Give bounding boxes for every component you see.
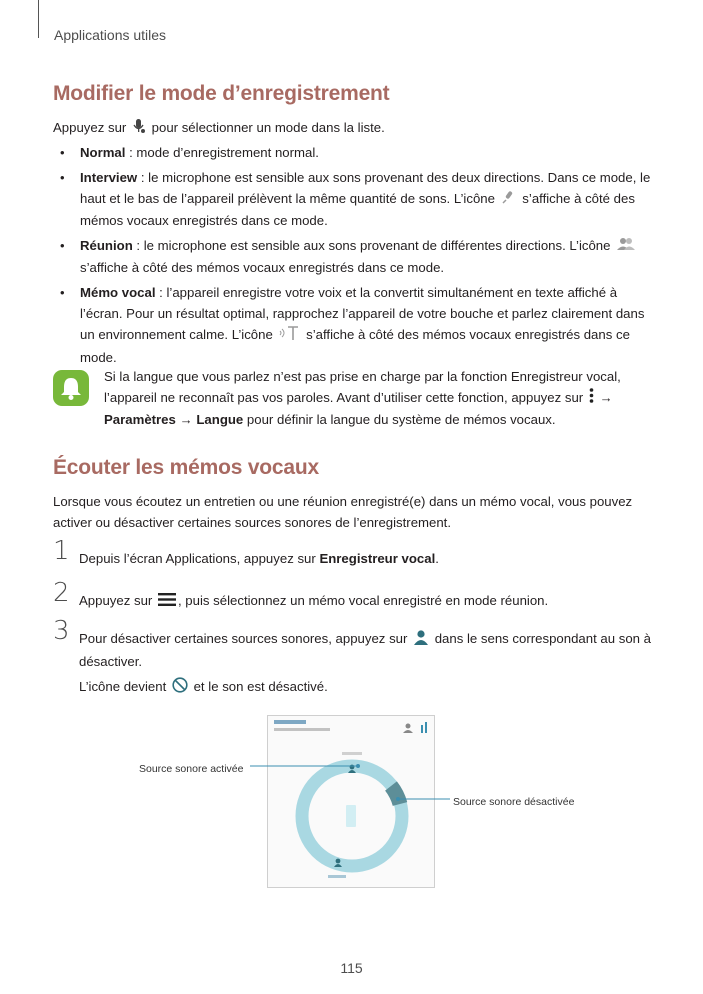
section-header: Applications utiles xyxy=(54,27,167,43)
intro-paragraph: Appuyez sur pour sélectionner un mode dans la liste. xyxy=(53,117,653,140)
interview-mic-icon xyxy=(501,189,517,210)
callout-line-active xyxy=(250,760,365,772)
meeting-people-icon xyxy=(616,236,636,257)
icon-change-text: L’icône devient et le son est désactivé. xyxy=(79,676,639,699)
device-placeholder xyxy=(346,805,356,827)
list-menu-icon xyxy=(158,591,176,612)
header-people-icon xyxy=(403,724,413,734)
note-text: Si la langue que vous parlez n’est pas prise en charge par la fonction Enregistreur vocal, l’appareil ne reconnaît pas vos paroles. Avant d’utiliser cette fonction, appuyez sur → Paramètres → Langue pour définir la langue du système de mémos vocaux. xyxy=(104,369,621,428)
callout-active-source: Source sonore activée xyxy=(139,763,244,775)
memo-title-placeholder xyxy=(274,720,306,724)
listen-intro: Lorsque vous écoutez un entretien ou une réunion enregistré(e) dans un mémo vocal, vous pouvez activer ou désactiver certaines sources sonores de l’enregistrement. xyxy=(53,494,633,530)
speech-to-text-icon xyxy=(278,325,300,347)
list-item-meeting: • Réunion : le microphone est sensible aux sons provenant de différentes directions. L’icône s’affiche à côté des mémos vocaux enregistrés dans ce mode. xyxy=(53,235,653,278)
mic-mode-icon xyxy=(132,118,146,140)
header-stats-icon xyxy=(421,722,427,733)
memo-subtitle-placeholder xyxy=(274,728,330,731)
callout-line-inactive xyxy=(392,793,452,805)
section-title-listen-memos: Écouter les mémos vocaux xyxy=(53,456,319,479)
list-item-normal: • Normal : mode d’enregistrement normal. xyxy=(60,145,319,160)
list-item-voice-memo: • Mémo vocal : l’appareil enregistre votre voix et la convertit simultanément en texte affiché à l’écran. Pour un résultat optimal, rapprochez l’appareil de votre bouche et parlez clairement dans un environnement calme. L’icône s’affiche à côté des mémos vocaux enregistrés dans ce mode. xyxy=(60,285,645,365)
callout-inactive-source: Source sonore désactivée xyxy=(453,796,575,808)
note-bell-icon xyxy=(53,370,89,406)
list-item-interview: • Interview : le microphone est sensible aux sons provenant des deux directions. Dans ce mode, le haut et le bas de l’appareil prélèvent la même quantité de sons. L’icône s’affiche à côté des mémos vocaux enregistrés dans ce mode. xyxy=(60,170,651,229)
direction-label-bottom xyxy=(328,875,346,878)
direction-label-top xyxy=(342,752,362,755)
section-title-recording-mode: Modifier le mode d’enregistrement xyxy=(53,82,390,105)
more-options-icon xyxy=(589,388,594,409)
mode-list xyxy=(53,142,653,372)
muted-source-icon xyxy=(172,677,188,699)
person-icon xyxy=(413,629,429,651)
page-number: 115 xyxy=(340,960,363,976)
header-rule xyxy=(38,0,39,38)
